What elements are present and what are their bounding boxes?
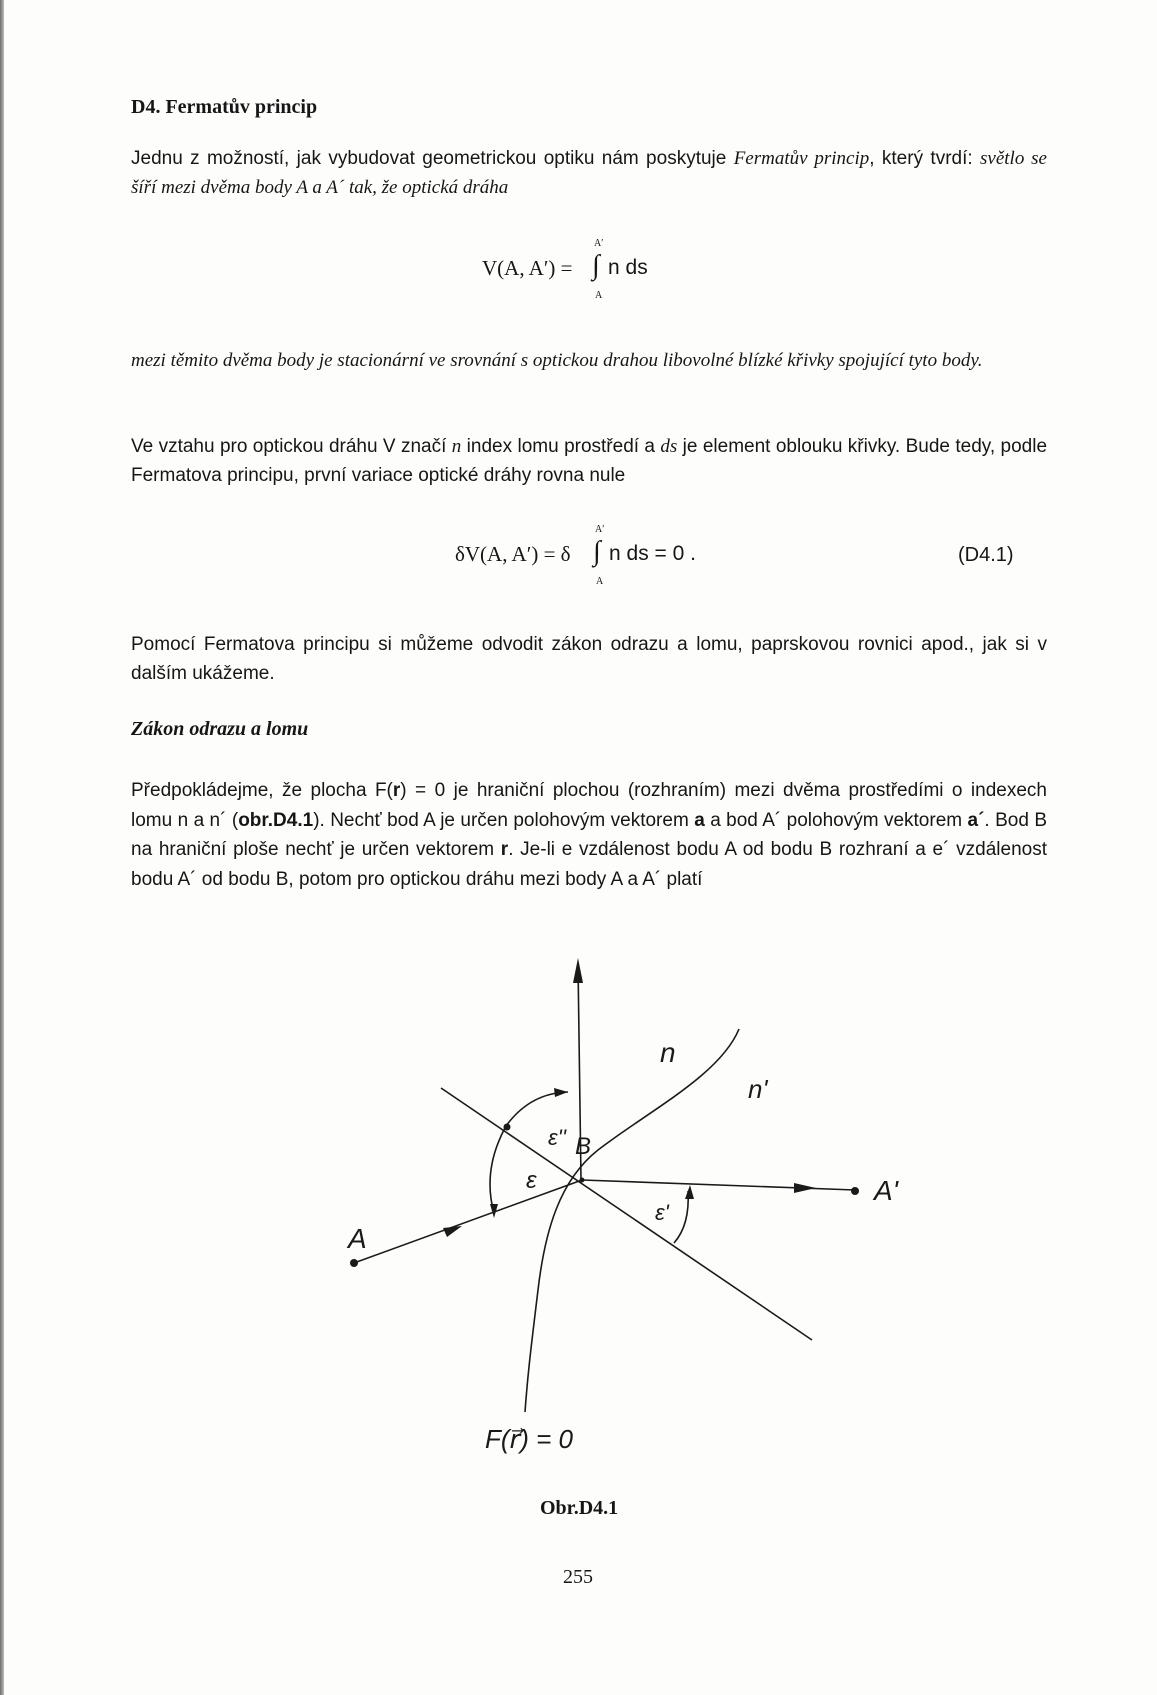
claim-continuation: mezi těmito dvěma body je stacionární ve srovnání s optickou drahou libovolné blízké křivky spojující tyto body. bbox=[131, 350, 983, 371]
label-epsilon: ε bbox=[526, 1167, 537, 1194]
label-n: n bbox=[660, 1037, 676, 1068]
arrowhead-arc-top bbox=[554, 1088, 568, 1097]
p4-t6: . Je-li e vzdálenost bodu A od bodu B rozhraní a e´ vzdálenost bodu A´ od bodu B, potom pro optickou dráhu mezi body A a A´ platí bbox=[131, 839, 1047, 890]
subheading: Zákon odrazu a lomu bbox=[131, 718, 309, 740]
p4-t1: Předpokládejme, že plocha F( bbox=[131, 780, 393, 801]
incident-ray bbox=[354, 1180, 582, 1263]
intro-text: Jednu z možností, jak vybudovat geometrickou optiku nám poskytuje bbox=[131, 148, 734, 169]
arrowhead-arc-prime bbox=[685, 1185, 694, 1199]
point-on-normal bbox=[504, 1124, 511, 1131]
intro-text2: , který tvrdí: bbox=[869, 148, 981, 169]
point-A-prime bbox=[851, 1187, 859, 1195]
eq2-upper-limit: A′ bbox=[595, 524, 605, 535]
p2-text2: index lomu prostředí a bbox=[461, 436, 661, 457]
refracted-ray bbox=[582, 1180, 855, 1190]
eq2-lhs: δV(A, A′) = δ bbox=[455, 542, 571, 566]
label-A-prime: A' bbox=[874, 1175, 899, 1206]
paragraph-fermat-use: Pomocí Fermatova principu si můžeme odvodit zákon odrazu a lomu, paprskovou rovnici apod., jak si v dalším ukážeme. bbox=[131, 634, 1047, 684]
label-A: A bbox=[348, 1223, 367, 1254]
angle-arc-epsilon bbox=[490, 1126, 506, 1213]
boundary-surface-curve bbox=[525, 1029, 739, 1412]
label-epsilon-prime: ε' bbox=[655, 1200, 669, 1225]
p2-text1: Ve vztahu pro optickou dráhu V značí bbox=[131, 436, 452, 457]
p4-r2: r bbox=[500, 839, 509, 860]
label-B: B bbox=[575, 1133, 592, 1160]
arrowhead-refracted bbox=[794, 1183, 816, 1193]
p4-a2: a´ bbox=[967, 809, 985, 831]
label-epsilon-double-prime: ε'' bbox=[548, 1125, 567, 1150]
section-heading: D4. Fermatův princip bbox=[131, 96, 318, 118]
arrowhead-incident bbox=[443, 1226, 462, 1237]
intro-term: Fermatův princip bbox=[733, 148, 870, 169]
angle-arc-epsilon-reflection bbox=[506, 1092, 568, 1126]
p4-a: a bbox=[694, 809, 705, 831]
figure-caption: Obr.D4.1 bbox=[540, 1497, 619, 1519]
equation-number: (D4.1) bbox=[958, 544, 1014, 566]
p4-r: r bbox=[392, 780, 401, 801]
p4-ref: obr.D4.1 bbox=[238, 809, 314, 831]
eq2-lower-limit: A bbox=[596, 576, 604, 587]
intro-claim: světlo se šíří mezi dvěma body A a A´ tak, že optická dráha bbox=[131, 148, 1047, 198]
p4-t5: . Bod B na hraniční ploše nechť je určen vektorem bbox=[131, 809, 1047, 860]
p2-text3: je element oblouku křivky. Bude tedy, podle Fermatova principu, první variace optické dráhy rovna nule bbox=[131, 436, 1048, 486]
eq1-upper-limit: A′ bbox=[594, 238, 604, 249]
eq2-integral-sign: ∫ bbox=[593, 536, 601, 567]
eq1-lhs: V(A, A′) = bbox=[482, 256, 573, 280]
page-number: 255 bbox=[563, 1566, 593, 1588]
p4-t4: a bod A´ polohovým vektorem bbox=[704, 809, 968, 831]
label-surface-equation: F(r⃗) = 0 bbox=[485, 1424, 573, 1454]
point-A bbox=[350, 1259, 358, 1267]
eq1-integrand: n ds bbox=[608, 256, 648, 279]
p2-n: n bbox=[451, 436, 462, 457]
eq1-integral-sign: ∫ bbox=[592, 250, 600, 281]
p2-ds: ds bbox=[660, 436, 678, 457]
normal-line bbox=[441, 1088, 812, 1340]
label-n-prime: n' bbox=[748, 1074, 768, 1104]
eq2-integrand: n ds = 0 . bbox=[609, 542, 696, 565]
arrowhead-up bbox=[573, 958, 583, 983]
p4-t3: ). Nechť bod A je určen polohovým vektorem bbox=[313, 809, 695, 831]
p4-t2: ) = 0 je hraniční plochou (rozhraním) mezi dvěma prostředími o indexech lomu n a n´ ( bbox=[131, 780, 1047, 831]
point-B bbox=[580, 1178, 585, 1183]
eq1-lower-limit: A bbox=[595, 290, 603, 301]
